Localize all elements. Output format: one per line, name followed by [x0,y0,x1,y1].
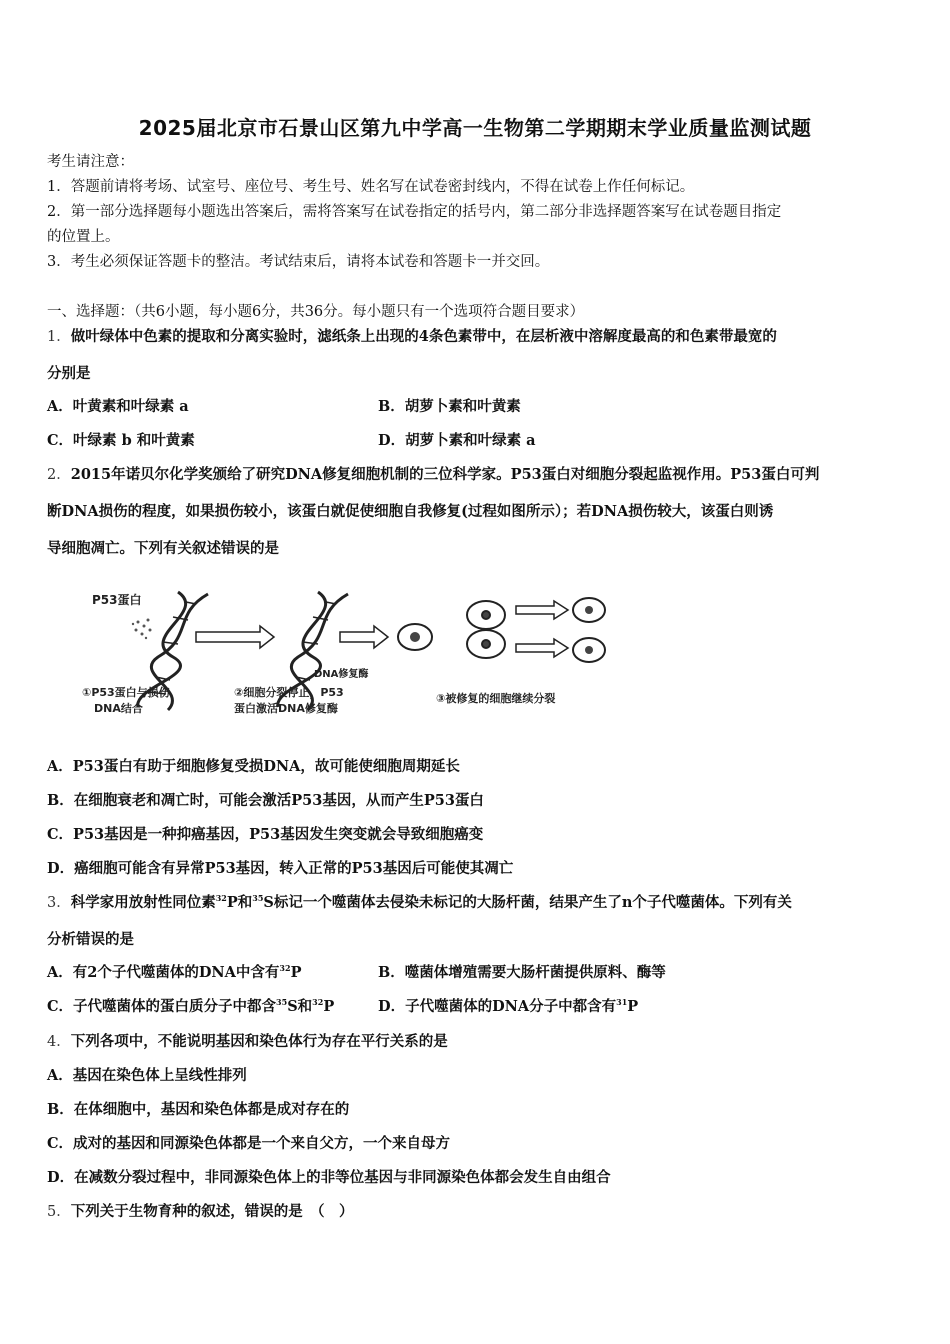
question-5-stem [47,1202,353,1222]
q1-option-c[interactable]: C．叶绿素 b 和叶黄素 [47,432,195,449]
p53-repair-figure [78,582,623,727]
q4-option-b[interactable]: B．在体细胞中，基因和染色体都是成对存在的 [47,1101,350,1118]
q3-option-d[interactable] [378,997,638,1017]
question-number: 2． [47,467,71,483]
q1-option-d[interactable]: D．胡萝卜素和叶绿素 a [378,432,536,449]
q2-option-a[interactable]: A．P53蛋白有助于细胞修复受损DNA，故可能使细胞周期延长 [47,758,460,775]
notice-item-2: 2．第一部分选择题每小题选出答案后，需将答案写在试卷指定的括号内，第二部分非选择题答案写在试卷题目指定 [47,204,782,220]
question-text: P和 [226,894,253,911]
question-number: 4． [47,1034,71,1050]
figure-step-1-line-1: ①P53蛋白与损伤 [82,686,170,699]
question-3-stem [47,893,792,913]
superscript: 32 [215,893,227,903]
question-2-stem-cont-2: 导细胞凋亡。下列有关叙述错误的是 [47,540,279,557]
figure-label-enzyme: DNA修复酶 [314,669,369,680]
q3-option-b[interactable]: B．噬菌体增殖需要大肠杆菌提供原料、酶等 [378,964,666,981]
page-title: 2025届北京市石景山区第九中学高一生物第二学期期末学业质量监测试题 [138,116,812,140]
p53-protein-dots [132,619,152,640]
question-number: 1． [47,329,71,345]
question-2-stem-cont-1: 断DNA损伤的程度，如果损伤较小，该蛋白就促使细胞自我修复(过程如图所示）；若DNA损伤较大，该蛋白则诱 [47,503,774,520]
q4-option-c[interactable]: C．成对的基因和同源染色体都是一个来自父方，一个来自母方 [47,1135,451,1152]
superscript: 31 [616,997,628,1007]
q2-option-b[interactable]: B．在细胞衰老和凋亡时，可能会激活P53基因，从而产生P53蛋白 [47,792,484,809]
q1-option-b[interactable]: B．胡萝卜素和叶黄素 [378,398,521,415]
option-text: S和 [287,998,313,1015]
question-number: 5． [47,1204,71,1220]
question-text: 科学家用放射性同位素 [70,894,216,911]
question-text: S标记一个噬菌体去侵染未标记的大肠杆菌，结果产生了n个子代噬菌体。下列有关 [263,894,792,911]
figure-label-p53: P53蛋白 [92,593,142,607]
question-1-stem-cont: 分别是 [47,365,91,382]
q4-option-a[interactable]: A．基因在染色体上呈线性排列 [47,1067,247,1084]
q2-option-d[interactable]: D．癌细胞可能含有异常P53基因，转入正常的P53基因后可能使其凋亡 [47,860,514,877]
superscript: 35 [276,997,288,1007]
superscript: 32 [312,997,324,1007]
option-text: P [290,964,302,981]
question-text: 下列关于生物育种的叙述，错误的是 （ ） [70,1203,354,1220]
arrow-icon [196,626,274,648]
dividing-cell-icon [467,601,505,658]
q2-option-c[interactable]: C．P53基因是一种抑癌基因，P53基因发生突变就会导致细胞癌变 [47,826,484,843]
question-text: 做叶绿体中色素的提取和分离实验时，滤纸条上出现的4条色素带中，在层析液中溶解度最高的和色素带最宽的 [70,328,777,345]
superscript: 35 [252,893,264,903]
arrow-icon [340,626,388,648]
arrow-icon [516,601,568,657]
q3-option-a[interactable] [47,963,301,983]
option-text: C．子代噬菌体的蛋白质分子中都含 [47,998,277,1015]
superscript: 32 [279,963,291,973]
cell-icon [398,624,432,650]
option-text: P [323,998,335,1015]
question-4-stem [47,1032,448,1052]
question-text: 下列各项中，不能说明基因和染色体行为存在平行关系的是 [70,1033,448,1050]
q4-option-d[interactable]: D．在减数分裂过程中，非同源染色体上的非等位基因与非同源染色体都会发生自由组合 [47,1169,611,1186]
figure-step-3: ③被修复的细胞继续分裂 [436,692,556,705]
question-number: 3． [47,895,71,911]
question-text: 2015年诺贝尔化学奖颁给了研究DNA修复细胞机制的三位科学家。P53蛋白对细胞分裂起监视作用。P53蛋白可判 [70,466,820,483]
q1-option-a[interactable]: A．叶黄素和叶绿素 a [47,398,189,415]
notice-item-3: 3．考生必须保证答题卡的整洁。考试结束后，请将本试卷和答题卡一并交回。 [47,254,550,270]
option-text: D．子代噬菌体的DNA分子中都含有 [378,998,617,1015]
option-text: P [627,998,639,1015]
figure-step-2-line-1: ②细胞分裂停止，P53 [234,686,344,699]
question-3-stem-cont: 分析错误的是 [47,931,134,948]
question-1-stem [47,327,777,347]
figure-step-1-line-2: DNA结合 [94,702,143,715]
notice-item-2-cont: 的位置上。 [47,229,120,245]
option-text: A．有2个子代噬菌体的DNA中含有 [47,964,280,981]
question-2-stem [47,465,819,485]
cell-icon [573,598,605,662]
section-heading: 一、选择题：（共6小题，每小题6分，共36分。每小题只有一个选项符合题目要求） [47,304,585,320]
notice-heading: 考生请注意： [47,154,134,170]
figure-step-2-line-2: 蛋白激活DNA修复酶 [234,702,338,715]
q3-option-c[interactable] [47,997,334,1017]
notice-item-1: 1．答题前请将考场、试室号、座位号、考生号、姓名写在试卷密封线内，不得在试卷上作任何标记。 [47,179,695,195]
